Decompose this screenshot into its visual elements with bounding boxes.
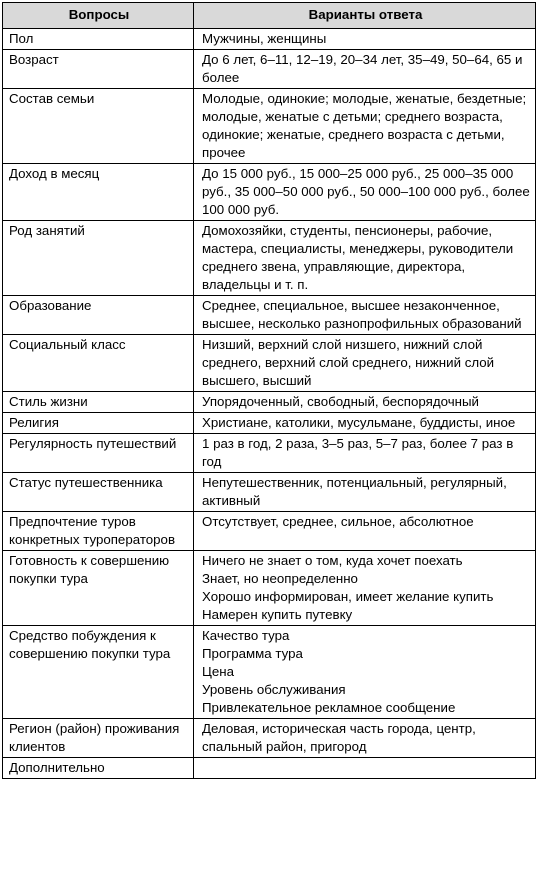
answer-cell [194, 719, 536, 758]
answer-option: Христиане, католики, мусульмане, буддисты, иное [202, 415, 516, 430]
answer-option: Программа тура [202, 646, 303, 661]
table-body [3, 29, 536, 779]
answer-cell [194, 89, 536, 164]
table-row [3, 221, 536, 296]
answer-cell [194, 50, 536, 89]
answer-cell [194, 335, 536, 392]
table-row [3, 164, 536, 221]
table-row [3, 434, 536, 473]
answer-cell [194, 512, 536, 551]
answer-cell [194, 296, 536, 335]
table-row [3, 89, 536, 164]
question-cell: Готовность к совершению покупки тура [3, 551, 194, 626]
table-row [3, 512, 536, 551]
answer-cell [194, 164, 536, 221]
answer-cell [194, 221, 536, 296]
question-cell: Пол [3, 29, 194, 50]
table-row [3, 473, 536, 512]
answer-option: До 6 лет, 6–11, 12–19, 20–34 лет, 35–49, 50–64, 65 и более [202, 52, 523, 85]
table-row [3, 29, 536, 50]
answer-option: До 15 000 руб., 15 000–25 000 руб., 25 000–35 000 руб., 35 000–50 000 руб., 50 000–100 000 руб., более 100 000 руб. [202, 166, 530, 217]
answer-option: Деловая, историческая часть города, центр, спальный район, пригород [202, 721, 476, 754]
question-cell: Средство побуждения к совершению покупки тура [3, 626, 194, 719]
segmentation-table [2, 2, 536, 779]
answer-option: Уровень обслуживания [202, 682, 346, 697]
table-row [3, 392, 536, 413]
table-row [3, 626, 536, 719]
table-row [3, 296, 536, 335]
answer-option: Среднее, специальное, высшее незаконченное, высшее, несколько разнопрофильных образований [202, 298, 522, 331]
answer-cell [194, 551, 536, 626]
table-row [3, 758, 536, 779]
question-cell: Социальный класс [3, 335, 194, 392]
question-cell: Состав семьи [3, 89, 194, 164]
answer-cell [194, 473, 536, 512]
table-row [3, 719, 536, 758]
table-row [3, 50, 536, 89]
answer-option: Молодые, одинокие; молодые, женатые, бездетные; молодые, женатые с детьми; среднего возраста, одинокие; женатые, среднего возраста с детьми, прочее [202, 91, 527, 160]
answer-option: Знает, но неопределенно [202, 571, 358, 586]
answer-option: Непутешественник, потенциальный, регулярный, активный [202, 475, 507, 508]
answer-cell [194, 758, 536, 779]
answer-option: Намерен купить путевку [202, 607, 353, 622]
header-questions: Вопросы [3, 3, 194, 29]
answer-option: Низший, верхний слой низшего, нижний слой среднего, верхний слой среднего, нижний слой высшего, высший [202, 337, 495, 388]
table-row [3, 413, 536, 434]
answer-option: Мужчины, женщины [202, 31, 327, 46]
answer-option: 1 раз в год, 2 раза, 3–5 раз, 5–7 раз, более 7 раз в год [202, 436, 514, 469]
table-row [3, 335, 536, 392]
answer-option: Ничего не знает о том, куда хочет поехать [202, 553, 463, 568]
table-row [3, 551, 536, 626]
header-answers: Варианты ответа [194, 3, 536, 29]
answer-option: Упорядоченный, свободный, беспорядочный [202, 394, 479, 409]
answer-cell [194, 434, 536, 473]
question-cell: Статус путешественника [3, 473, 194, 512]
answer-option: Отсутствует, среднее, сильное, абсолютное [202, 514, 474, 529]
question-cell: Регион (район) проживания клиентов [3, 719, 194, 758]
answer-option: Привлекательное рекламное сообщение [202, 700, 456, 715]
answer-option: Домохозяйки, студенты, пенсионеры, рабочие, мастера, специалисты, менеджеры, руководители среднего звена, управляющие, директора, владельцы и т. п. [202, 223, 514, 292]
question-cell: Дополнительно [3, 758, 194, 779]
answer-option: Качество тура [202, 628, 290, 643]
question-cell: Возраст [3, 50, 194, 89]
answer-option: Хорошо информирован, имеет желание купить [202, 589, 494, 604]
question-cell: Религия [3, 413, 194, 434]
answer-option [202, 759, 531, 777]
question-cell: Стиль жизни [3, 392, 194, 413]
question-cell: Образование [3, 296, 194, 335]
answer-cell [194, 392, 536, 413]
question-cell: Предпочтение туров конкретных туроператоров [3, 512, 194, 551]
table-header-row [3, 3, 536, 29]
question-cell: Регулярность путешествий [3, 434, 194, 473]
answer-cell [194, 29, 536, 50]
answer-cell [194, 413, 536, 434]
question-cell: Доход в месяц [3, 164, 194, 221]
answer-cell [194, 626, 536, 719]
answer-option: Цена [202, 664, 234, 679]
question-cell: Род занятий [3, 221, 194, 296]
